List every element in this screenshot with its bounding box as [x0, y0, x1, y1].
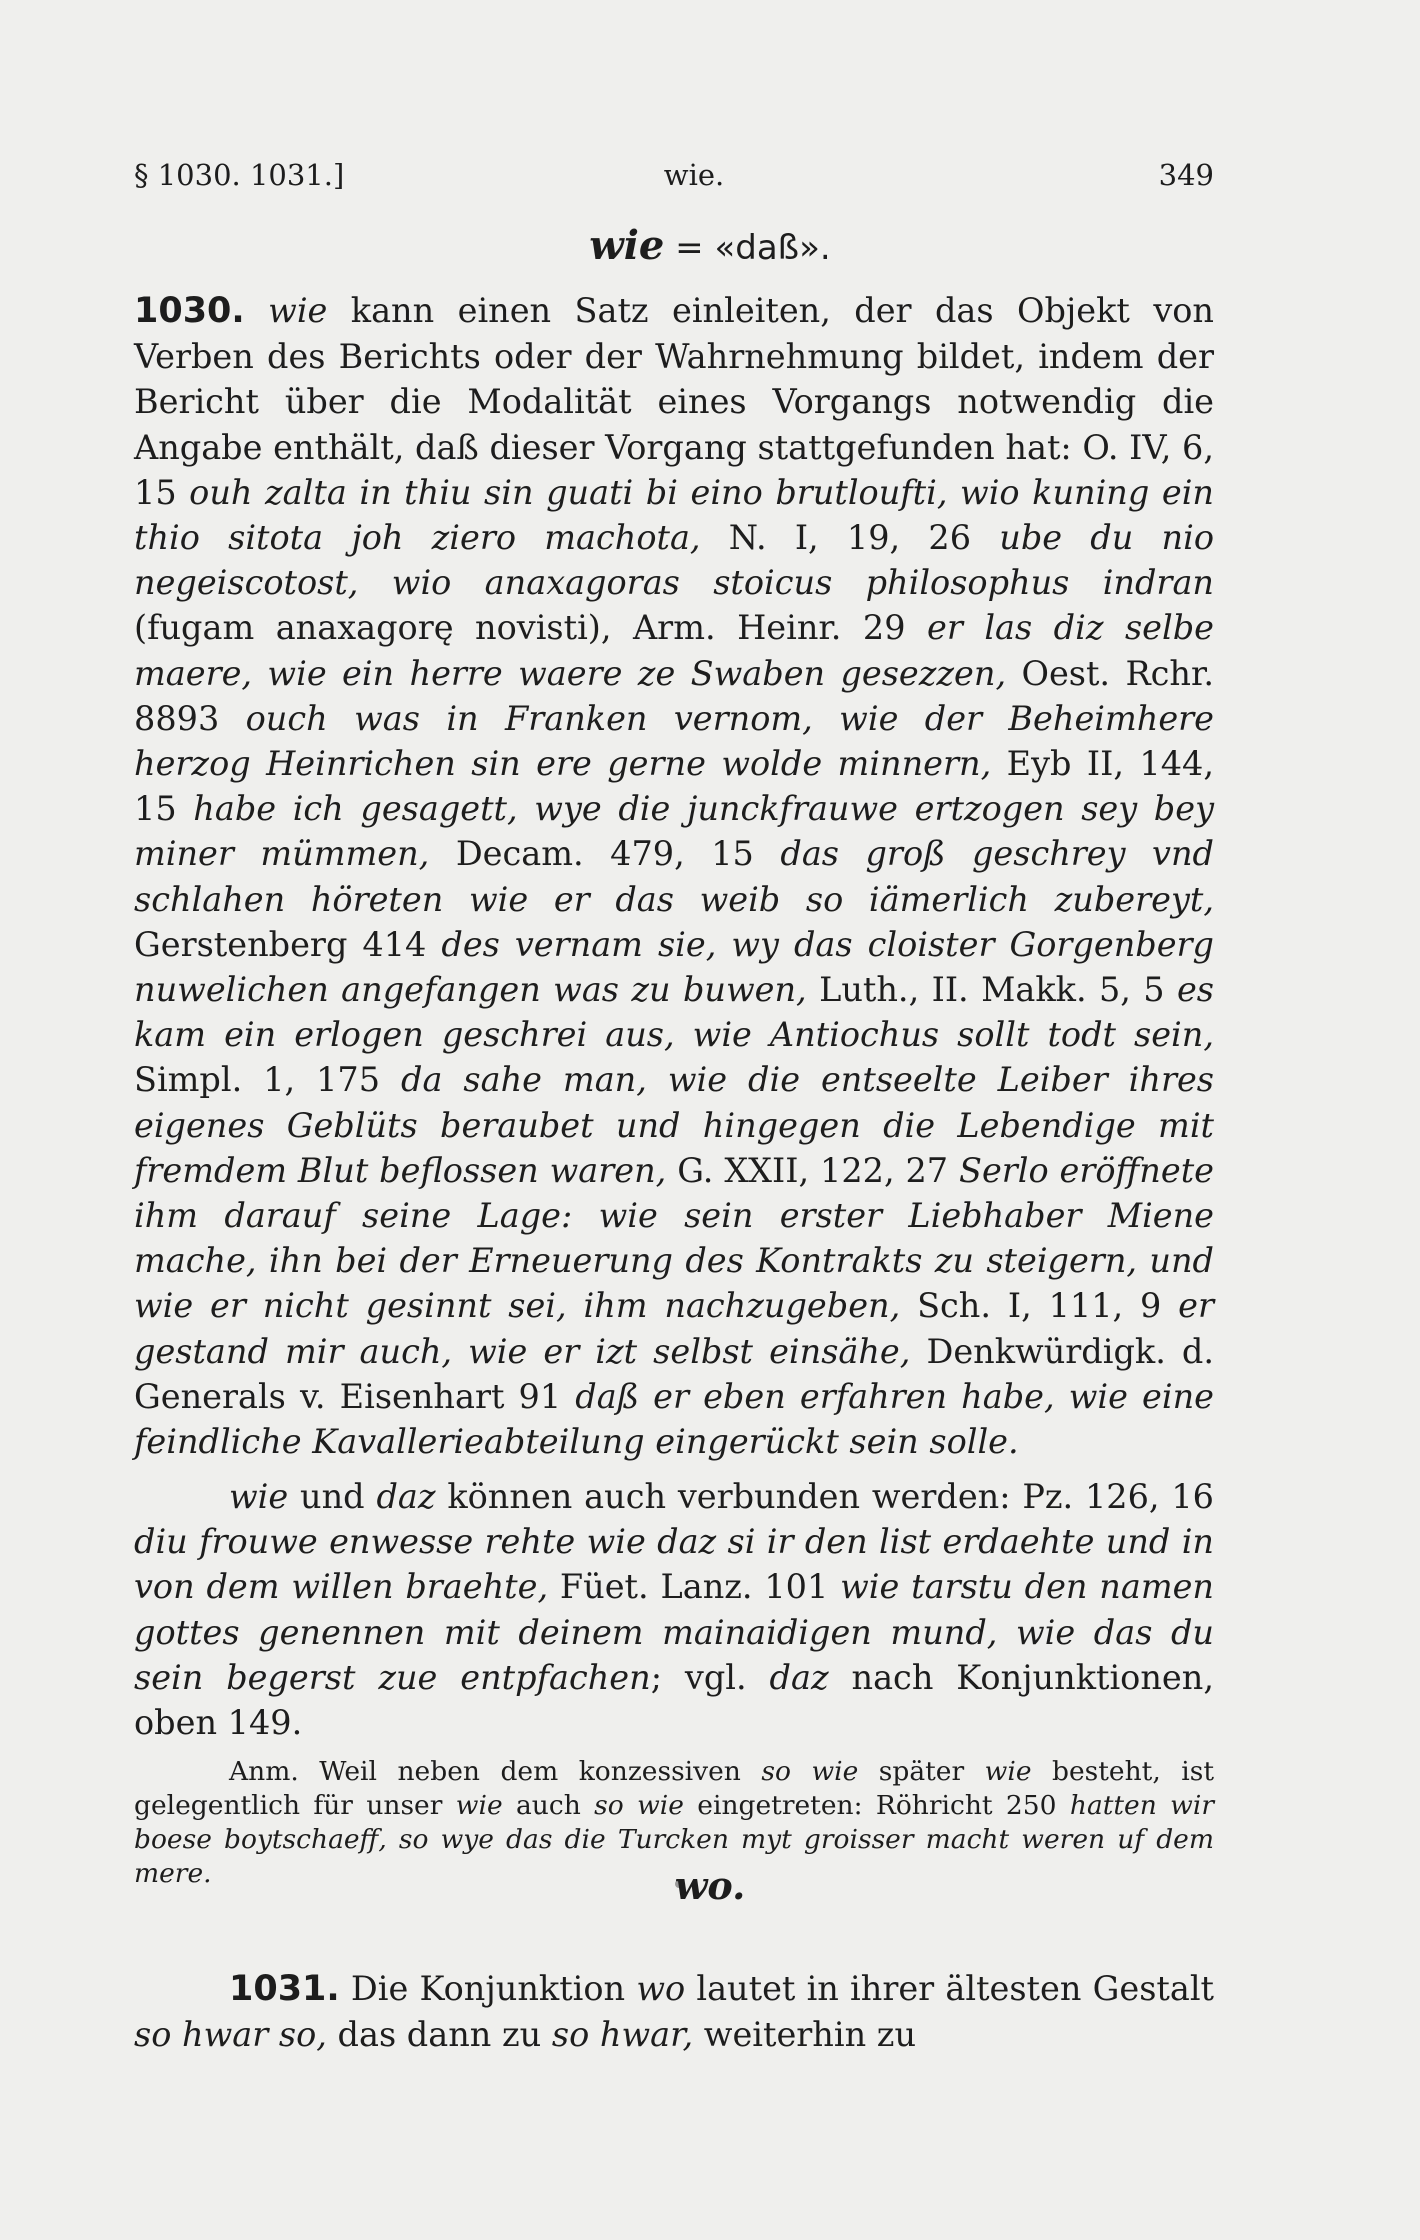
italic-text-run: so wie — [594, 1790, 684, 1821]
text-run: G. XXII, 122, 27 — [666, 1150, 959, 1190]
paragraph-body — [134, 291, 1214, 1461]
italic-text-run: es kam ein erlogen geschrei aus, wie Antiochus sollt todt sein, — [134, 970, 1214, 1055]
running-title: wie. — [663, 158, 725, 192]
text-run: besteht, ist gelegentlich für unser — [134, 1756, 1214, 1821]
italic-text-run: wie — [984, 1756, 1032, 1787]
paragraph-body — [134, 1477, 1214, 1742]
text-run: Eyb II, 144, 15 — [134, 744, 1214, 829]
italic-text-run: ouh zalta in thiu sin guati bi eino brutloufti, wio kuning ein thio sitota joh ziero machota, — [134, 472, 1214, 558]
text-run: Decam. 479, 15 — [429, 834, 781, 874]
text-run: Denkwürdigk. d. Generals v. Eisenhart 91 — [134, 1331, 1214, 1416]
paragraph-1031 — [134, 1966, 1214, 2057]
section-title-wo — [0, 1862, 1420, 1909]
text-run — [245, 291, 268, 330]
section-title-text: wo. — [674, 1863, 746, 1908]
paragraph-number: 1031. — [229, 1969, 340, 2009]
section-title-wie — [0, 222, 1420, 269]
italic-text-run: hatten wir boese boytschaeff, so wye das die Turcken myt groisser macht weren uf dem mere. — [134, 1790, 1215, 1889]
text-run: weiterhin zu — [693, 2015, 917, 2055]
text-run: das dann zu — [326, 2015, 552, 2055]
paragraph-1030 — [134, 288, 1214, 1464]
text-run: später — [858, 1756, 985, 1787]
italic-text-run: daß er eben erfahren habe, wie eine feindliche Kavallerieabteilung eingerückt sein solle. — [134, 1376, 1214, 1462]
italic-text-run: daz — [376, 1477, 436, 1516]
italic-text-run: habe ich gesagett, wye die junckfrauwe ertzogen sey bey miner mümmen, — [134, 789, 1214, 874]
italic-text-run: das groß geschrey vnd schlahen höreten wie er das weib so iämerlich zubereyt, — [134, 834, 1214, 919]
italic-text-run: daz — [769, 1657, 829, 1697]
italic-text-run: da sahe man, wie die entseelte Leiber ihres eigenes Geblüts beraubet und hingegen die Lebendige mit fremdem Blut beflossen waren, — [134, 1060, 1214, 1190]
italic-text-run: so wie — [761, 1756, 859, 1787]
italic-text-run: des vernam sie, wy das cloister Gorgenberg nuwelichen angefangen was zu buwen, — [134, 924, 1215, 1010]
section-title-rest: = «daß». — [664, 228, 831, 268]
text-run: lautet in ihrer ältesten Gestalt — [685, 1969, 1214, 2008]
section-title-word: wie — [589, 222, 665, 269]
italic-text-run: Serlo eröffnete ihm darauf seine Lage: wie sein erster Liebhaber Miene mache, ihn bei der Erneuerung des Kontrakts zu steigern, und wie er nicht gesinnt sei, ihm nachzugeben, — [134, 1150, 1214, 1326]
italic-text-run: so hwar so, — [134, 2015, 327, 2055]
italic-text-run: er gestand mir auch, wie er izt selbst einsähe, — [134, 1286, 1214, 1371]
text-run: ; vgl. — [650, 1657, 770, 1697]
paragraph-wie-und-daz — [134, 1474, 1214, 1745]
text-run: Anm. Weil neben dem konzessiven — [229, 1756, 762, 1787]
text-run: Luth., II. Makk. 5, 5 — [806, 970, 1177, 1010]
italic-text-run: wie — [268, 291, 328, 330]
running-header — [134, 158, 1214, 208]
italic-text-run: so hwar, — [551, 2015, 694, 2055]
paragraph-number: 1030. — [134, 291, 245, 331]
text-run: Gerstenberg 414 — [134, 924, 442, 964]
text-run: kann einen Satz einleiten, der das Objekt von Verben des Berichts oder der Wahrnehmung bildet, indem der Bericht über die Modalität eines Vorgangs notwendig die Angabe enthält, daß dieser Vorgang stattgefunden hat: O. IV, 6, 15 — [134, 291, 1214, 512]
text-run: N. I, 19, 26 — [700, 518, 1000, 558]
text-run: eingetreten: Röhricht 250 — [683, 1790, 1070, 1821]
italic-text-run: wie tarstu den namen gottes genennen mit deinem mainaidigen mund, wie das du sein begerst zue entpfachen — [134, 1567, 1214, 1697]
italic-text-run: wie — [229, 1477, 289, 1516]
italic-text-run: diu frouwe enwesse rehte wie daz si ir den list erdaehte und in von dem willen braehte, — [134, 1522, 1214, 1607]
italic-text-run: er las diz selbe maere, wie ein herre waere ze Swaben gesezzen, — [134, 608, 1214, 693]
page-number: 349 — [1158, 158, 1214, 192]
italic-text-run: ouch was in Franken vernom, wie der Beheimhere herzog Heinrichen sin ere gerne wolde minnern, — [134, 698, 1214, 784]
text-run: Füet. Lanz. 101 — [548, 1567, 841, 1607]
italic-text-run: wo — [636, 1969, 686, 2008]
italic-text-run: wie — [455, 1790, 503, 1821]
text-run: nach Konjunktionen, oben 149. — [134, 1657, 1214, 1743]
text-run: Sch. I, 111, 9 — [900, 1286, 1179, 1326]
text-run: und — [288, 1477, 377, 1516]
text-run: Oest. Rchr. 8893 — [134, 653, 1214, 738]
italic-text-run: ube du nio negeiscotost, wio anaxagoras stoicus philosophus indran — [134, 518, 1214, 603]
text-run: Simpl. 1, 175 — [134, 1060, 402, 1100]
text-run: auch — [502, 1790, 595, 1821]
text-run: (fugam anaxagorę novisti), Arm. Heinr. 29 — [134, 608, 927, 648]
text-run: können auch verbunden werden: Pz. 126, 16 — [435, 1477, 1214, 1516]
section-range: § 1030. 1031.] — [134, 158, 345, 192]
text-run: Die Konjunktion — [339, 1969, 637, 2008]
